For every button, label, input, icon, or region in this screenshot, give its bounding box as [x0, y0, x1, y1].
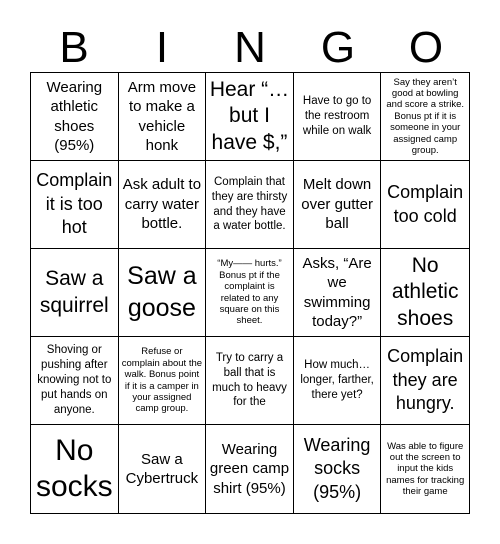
bingo-square[interactable] — [31, 337, 119, 425]
bingo-square-text: Complain they are hungry. — [387, 346, 464, 414]
bingo-square-text: No athletic shoes — [391, 254, 459, 330]
bingo-square-text: Refuse or complain about the walk. Bonus point if it is a camper in your assigned camp group. — [121, 346, 203, 415]
bingo-square-text: Wearing socks (95%) — [303, 434, 371, 502]
bingo-square[interactable] — [294, 73, 382, 161]
bingo-square[interactable] — [206, 249, 294, 337]
bingo-square-text: Wearing green camp shirt (95%) — [209, 440, 290, 497]
header-letter-o: O — [408, 23, 444, 72]
bingo-square[interactable] — [294, 337, 382, 425]
bingo-square[interactable] — [31, 73, 119, 161]
bingo-square-text: Complain too cold — [387, 182, 464, 226]
bingo-square[interactable] — [294, 425, 382, 513]
bingo-square-text: Saw a Cybertruck — [125, 450, 199, 487]
bingo-square[interactable] — [119, 73, 207, 161]
bingo-square[interactable] — [119, 161, 207, 249]
bingo-square-text: “My—— hurts.” Bonus pt if the complaint is related to any square on this sheet. — [217, 258, 282, 327]
bingo-square-text: Asks, “Are we swimming today?” — [302, 254, 372, 330]
header-letter-n: N — [234, 23, 266, 72]
bingo-square[interactable] — [381, 161, 469, 249]
bingo-square[interactable] — [206, 73, 294, 161]
bingo-square-text: Ask adult to carry water bottle. — [122, 176, 202, 233]
bingo-square-text: Have to go to the restroom while on walk — [302, 95, 372, 137]
bingo-square[interactable] — [119, 249, 207, 337]
bingo-square-text: Arm move to make a vehicle honk — [127, 78, 197, 154]
bingo-square-text: Saw a squirrel — [39, 267, 109, 317]
bingo-square[interactable] — [206, 337, 294, 425]
bingo-square[interactable] — [31, 425, 119, 513]
bingo-square[interactable] — [119, 337, 207, 425]
bingo-card-grid — [30, 72, 470, 514]
bingo-square[interactable] — [294, 161, 382, 249]
header-letter-i: I — [155, 23, 169, 72]
bingo-square-text: Wearing athletic shoes (95%) — [46, 78, 103, 154]
bingo-square[interactable] — [31, 161, 119, 249]
bingo-header — [30, 24, 470, 72]
bingo-square-text: No socks — [35, 434, 113, 503]
header-letter-g: G — [320, 23, 356, 72]
bingo-square[interactable] — [381, 337, 469, 425]
bingo-square-text: Try to carry a ball that is much to heavy for the — [212, 351, 287, 409]
header-letter-b: B — [59, 23, 89, 72]
bingo-square-text: Complain that they are thirsty and they have a water bottle. — [211, 175, 288, 233]
bingo-square[interactable] — [206, 425, 294, 513]
bingo-square[interactable] — [31, 249, 119, 337]
bingo-square-text: Complain it is too hot — [36, 170, 113, 238]
bingo-square-text: Say they aren’t good at bowling and score a strike. Bonus pt if it is someone in your assigned camp group. — [386, 76, 464, 156]
bingo-square[interactable] — [294, 249, 382, 337]
bingo-square[interactable] — [119, 425, 207, 513]
bingo-square-text: Shoving or pushing after knowing not to put hands on anyone. — [37, 344, 112, 416]
bingo-square-text: Hear “…but I have $,” — [209, 78, 290, 154]
bingo-square-text: Melt down over gutter ball — [301, 176, 373, 233]
bingo-square[interactable] — [381, 73, 469, 161]
bingo-square-text: Saw a goose — [127, 262, 197, 322]
bingo-square-text: How much… longer, farther, there yet? — [300, 359, 374, 401]
bingo-square[interactable] — [381, 425, 469, 513]
bingo-square-text: Was able to figure out the screen to input the kids names for tracking their game — [386, 440, 465, 498]
bingo-square[interactable] — [206, 161, 294, 249]
bingo-square[interactable] — [381, 249, 469, 337]
